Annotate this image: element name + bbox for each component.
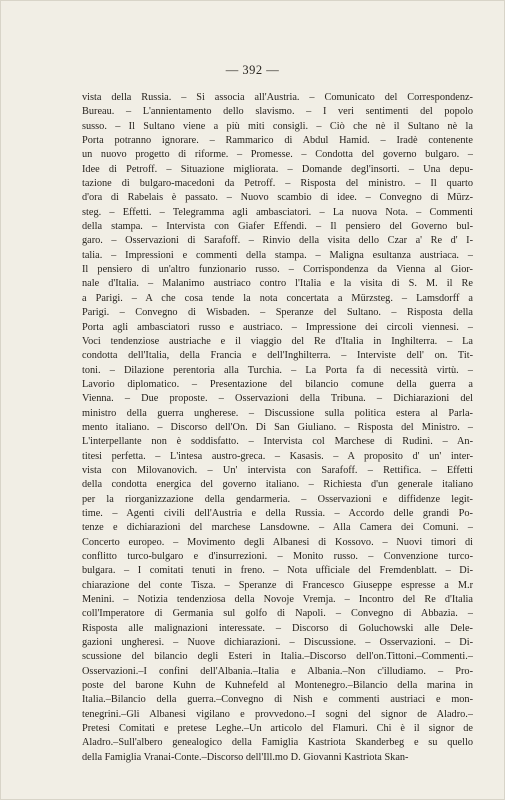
text-line: titesi perfetta. – L'intesa austro-greca. – Kasasis. – A proposito d' un' inter- — [82, 450, 473, 462]
text-line: Voci tendenziose austriache e il viaggio del Re d'Italia in Inghilterra. – La — [82, 335, 473, 347]
text-line: chiarazione del conte Tisza. – Speranze di Francesco Giuseppe espresse a M.r — [82, 579, 473, 591]
text-line: L'interpellante non è soddisfatto. – Intervista col Marchese di Rudinì. – An- — [82, 436, 473, 448]
text-line: un nuovo progetto di riforme. – Promesse. – Condotta del governo bulgaro. – — [82, 149, 473, 161]
text-line: tenze e dichiarazioni del marchese Lansdowne. – Alla Camera dei Comuni. – — [82, 522, 473, 534]
text-line: per la riorganizzazione della gendarmeria. – Osservazioni e diffidenze legit- — [82, 493, 473, 505]
text-line: bulgara. – I comitati tenuti in freno. – Nota ufficiale del Fremdenblatt. – Di- — [82, 565, 473, 577]
text-line: Pretesi Comitati e pretese Leghe.–Un articolo del Flamuri. Chi è il signor de — [82, 723, 473, 735]
text-line: della Famiglia Vranai-Conte.–Discorso dell'Ill.mo D. Giovanni Kastriota Skan- — [82, 751, 409, 763]
text-line: condotta dell'Italia, della Francia e dell'Inghilterra. – Interviste dell' on. Tit- — [82, 350, 473, 362]
text-line: Parigi. – Convegno di Wisbaden. – Speranze del Sultano. – Risposta della — [82, 307, 473, 319]
text-line: poste del barone Kuhn de Kuhnefeld al Montenegro.–Bilancio della marina in — [82, 680, 473, 692]
text-line: vista con Milovanovich. – Un' intervista con Sarafoff. – Rettifica. – Effetti — [82, 464, 473, 476]
text-line: Concerto europeo. – Movimento degli Albanesi di Kossovo. – Nuovi timori di — [82, 536, 473, 548]
text-line: ministro della guerra ungherese. – Discussione sulla politica estera al Parla- — [82, 407, 473, 419]
text-line: Risposta alle malignazioni interessate. – Discorso di Goluchowski alle Dele- — [82, 622, 473, 634]
text-line: vista della Russia. – Si associa all'Austria. – Comunicato del Correspondenz- — [82, 92, 473, 103]
text-line: steg. – Effetti. – Telegramma agli ambasciatori. – La nuova Nota. – Commenti — [82, 206, 473, 218]
text-line: gazioni ungheresi. – Nuove dichiarazioni. – Discussione. – Osservazioni. – Di- — [82, 637, 473, 649]
text-line: talia. – Impressioni e commenti della stampa. – Maligna esultanza austriaca. – — [82, 249, 473, 261]
text-line: a Parigi. – A che cosa tende la nota concertata a Mürzsteg. – Lamsdorff a — [82, 292, 473, 304]
text-line: time. – Agenti civili dell'Austria e della Russia. – Accordo delle grandi Po- — [82, 507, 473, 519]
text-line: tenegrini.–Gli Albanesi vigilano e provvedono.–I sogni del signor de Aladro.– — [82, 708, 473, 720]
text-line: della stampa. – Intervista con Giafer Effendi. – Il pensiero del Governo bul- — [82, 221, 473, 233]
text-line: Osservazioni.–I confini dell'Albania.–Italia e Albania.–Non c'illudiamo. – Pro- — [82, 665, 473, 677]
text-line: conflitto turco-bulgaro e d'insurrezioni. – Monito russo. – Convenzione turco- — [82, 551, 473, 562]
text-body — [82, 91, 473, 765]
text-line: Lavorio diplomatico. – Presentazione del bilancio comune della guerra a — [82, 378, 473, 390]
text-line: tazione di bulgaro-macedoni da Petroff. – Risposta del ministro. – Il quarto — [82, 178, 473, 190]
text-line: della condotta energica del governo italiano. – Richiesta d'un generale italiano — [82, 479, 473, 491]
text-line: susso. – Il Sultano viene a più miti consigli. – Ciò che nè il Sultano nè la — [82, 120, 473, 132]
text-line: toni. – Dilazione perentoria alla Turchia. – La Porta fa di necessità virtù. – — [82, 364, 473, 376]
text-line: scussione del bilancio degli Esteri in Italia.–Discorso dell'on.Tittoni.–Commenti.– — [82, 651, 473, 663]
text-line: Il pensiero di un'altro funzionario russo. – Corrispondenza da Vienna al Gior- — [82, 264, 473, 276]
text-line: Porta potranno ignorare. – Rammarico di Abdul Hamid. – Iradè contenente — [82, 135, 473, 147]
text-line: Idee di Petroff. – Situazione migliorata. – Domande degl'insorti. – Una depu- — [82, 163, 473, 175]
text-line: nale d'Italia. – Malanimo austriaco contro l'Italia e la visita di S. M. il Re — [82, 278, 473, 290]
text-line: Bureau. – L'annientamento dello slavismo. – I veri sentimenti del popolo — [82, 106, 473, 118]
text-line: Aladro.–Sull'albero genealogico della Famiglia Kastriota Skanderbeg e su quello — [82, 737, 473, 749]
page-number: — 392 — — [225, 63, 280, 77]
text-line: mento italiano. – Discorso dell'On. Di San Giuliano. – Risposta del Ministro. – — [82, 421, 473, 433]
text-line: Vienna. – Due proposte. – Osservazioni della Tribuna. – Dichiarazioni del — [82, 393, 473, 405]
text-line: coll'Imperatore di Germania sul golfo di Napoli. – Convegno di Abbazia. – — [82, 608, 473, 620]
text-line: d'ora di Rabelais è passato. – Nuovo scambio di idee. – Convegno di Mürz- — [82, 192, 473, 204]
text-line: Porta agli ambasciatori russo e austriaco. – Impressione dei circoli viennesi. – — [82, 321, 473, 333]
text-line: garo. – Osservazioni di Sarafoff. – Rinvio della visita dello Czar a' Re d' I- — [82, 235, 473, 247]
text-line: Italia.–Bilancio della guerra.–Convegno di Nish e commenti austriaci e mon- — [82, 694, 473, 706]
text-line: Menini. – Notizia tendenziosa della Novoje Vremja. – Incontro del Re d'Italia — [82, 594, 473, 606]
